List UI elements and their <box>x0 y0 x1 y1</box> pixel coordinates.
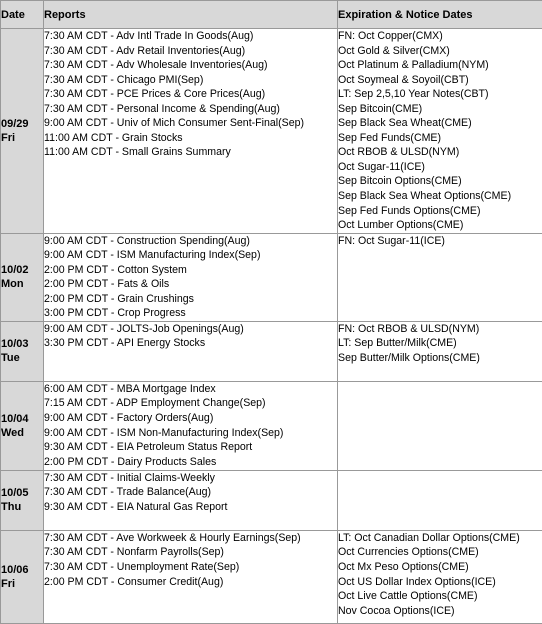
reports-column-header: Reports <box>44 1 338 29</box>
day-row <box>1 29 542 234</box>
expiration-item: LT: Oct Canadian Dollar Options(CME) <box>338 531 542 546</box>
report-item: 7:30 AM CDT - Unemployment Rate(Sep) <box>44 560 337 575</box>
expiration-item: Oct Gold & Silver(CMX) <box>338 44 542 59</box>
report-item: 11:00 AM CDT - Small Grains Summary <box>44 145 337 160</box>
expirations-cell <box>338 321 542 381</box>
report-item: 7:30 AM CDT - Adv Intl Trade In Goods(Aug) <box>44 29 337 44</box>
expiration-item: Oct Live Cattle Options(CME) <box>338 589 542 604</box>
expiration-item: Sep Bitcoin(CME) <box>338 102 542 117</box>
day-date: 09/29 <box>1 117 43 131</box>
date-cell <box>1 530 44 623</box>
report-item: 7:30 AM CDT - Ave Workweek & Hourly Earnings(Sep) <box>44 531 337 546</box>
date-cell <box>1 321 44 381</box>
expiration-item: Oct Currencies Options(CME) <box>338 545 542 560</box>
report-item: 7:30 AM CDT - Personal Income & Spending(Aug) <box>44 102 337 117</box>
day-date: 10/06 <box>1 563 43 577</box>
day-row <box>1 530 542 623</box>
expiration-item: Oct Mx Peso Options(CME) <box>338 560 542 575</box>
expiration-item: FN: Oct RBOB & ULSD(NYM) <box>338 322 542 337</box>
reports-cell <box>44 470 338 530</box>
day-weekday: Mon <box>1 277 43 291</box>
expiration-item: Sep Bitcoin Options(CME) <box>338 174 542 189</box>
day-date: 10/05 <box>1 486 43 500</box>
report-item: 9:00 AM CDT - ISM Non-Manufacturing Index(Sep) <box>44 426 337 441</box>
report-item: 9:30 AM CDT - EIA Petroleum Status Report <box>44 440 337 455</box>
expirations-cell <box>338 470 542 530</box>
date-cell <box>1 470 44 530</box>
day-row <box>1 470 542 530</box>
report-item: 7:30 AM CDT - Adv Retail Inventories(Aug) <box>44 44 337 59</box>
expiration-item: Sep Fed Funds(CME) <box>338 131 542 146</box>
report-item: 9:00 AM CDT - ISM Manufacturing Index(Sep) <box>44 248 337 263</box>
reports-cell <box>44 530 338 623</box>
expiration-item: FN: Oct Copper(CMX) <box>338 29 542 44</box>
day-weekday: Wed <box>1 426 43 440</box>
expirations-cell <box>338 29 542 234</box>
day-weekday: Tue <box>1 351 43 365</box>
report-item: 9:00 AM CDT - Construction Spending(Aug) <box>44 234 337 249</box>
expiration-item: Sep Butter/Milk Options(CME) <box>338 351 542 366</box>
date-cell <box>1 233 44 321</box>
day-weekday: Thu <box>1 500 43 514</box>
report-item: 7:30 AM CDT - Adv Wholesale Inventories(Aug) <box>44 58 337 73</box>
report-item: 7:30 AM CDT - Chicago PMI(Sep) <box>44 73 337 88</box>
day-weekday: Fri <box>1 131 43 145</box>
report-item: 3:00 PM CDT - Crop Progress <box>44 306 337 321</box>
date-cell <box>1 29 44 234</box>
expiration-item: LT: Sep Butter/Milk(CME) <box>338 336 542 351</box>
expirations-column-header: Expiration & Notice Dates <box>338 1 542 29</box>
report-item: 9:30 AM CDT - EIA Natural Gas Report <box>44 500 337 515</box>
expiration-item: Sep Black Sea Wheat Options(CME) <box>338 189 542 204</box>
report-item: 2:00 PM CDT - Cotton System <box>44 263 337 278</box>
expiration-item: Oct Lumber Options(CME) <box>338 218 542 233</box>
expiration-item: Sep Black Sea Wheat(CME) <box>338 116 542 131</box>
date-column-header: Date <box>1 1 44 29</box>
report-item: 3:30 PM CDT - API Energy Stocks <box>44 336 337 351</box>
report-item: 9:00 AM CDT - Factory Orders(Aug) <box>44 411 337 426</box>
report-item: 7:30 AM CDT - Trade Balance(Aug) <box>44 485 337 500</box>
report-item: 11:00 AM CDT - Grain Stocks <box>44 131 337 146</box>
report-item: 7:30 AM CDT - Initial Claims-Weekly <box>44 471 337 486</box>
day-date: 10/03 <box>1 337 43 351</box>
reports-cell <box>44 321 338 381</box>
reports-cell <box>44 29 338 234</box>
day-row <box>1 381 542 470</box>
expiration-item: Oct US Dollar Index Options(ICE) <box>338 575 542 590</box>
report-item: 6:00 AM CDT - MBA Mortgage Index <box>44 382 337 397</box>
day-date: 10/04 <box>1 412 43 426</box>
expiration-item: Oct RBOB & ULSD(NYM) <box>338 145 542 160</box>
report-item: 2:00 PM CDT - Dairy Products Sales <box>44 455 337 470</box>
expiration-item: FN: Oct Sugar-11(ICE) <box>338 234 542 249</box>
reports-cell <box>44 381 338 470</box>
expirations-cell <box>338 530 542 623</box>
report-item: 7:30 AM CDT - PCE Prices & Core Prices(Aug) <box>44 87 337 102</box>
report-item: 2:00 PM CDT - Grain Crushings <box>44 292 337 307</box>
expiration-item: Oct Sugar-11(ICE) <box>338 160 542 175</box>
expiration-item: Oct Platinum & Palladium(NYM) <box>338 58 542 73</box>
header-row <box>1 1 542 29</box>
expiration-item: Oct Soymeal & Soyoil(CBT) <box>338 73 542 88</box>
expirations-cell <box>338 381 542 470</box>
reports-cell <box>44 233 338 321</box>
expiration-item: Nov Cocoa Options(ICE) <box>338 604 542 619</box>
report-item: 7:30 AM CDT - Nonfarm Payrolls(Sep) <box>44 545 337 560</box>
report-item: 2:00 PM CDT - Consumer Credit(Aug) <box>44 575 337 590</box>
expiration-item: LT: Sep 2,5,10 Year Notes(CBT) <box>338 87 542 102</box>
day-weekday: Fri <box>1 577 43 591</box>
expirations-cell <box>338 233 542 321</box>
day-row <box>1 321 542 381</box>
date-cell <box>1 381 44 470</box>
report-item: 2:00 PM CDT - Fats & Oils <box>44 277 337 292</box>
day-date: 10/02 <box>1 263 43 277</box>
report-item: 9:00 AM CDT - JOLTS-Job Openings(Aug) <box>44 322 337 337</box>
expiration-item: Sep Fed Funds Options(CME) <box>338 204 542 219</box>
day-row <box>1 233 542 321</box>
report-item: 9:00 AM CDT - Univ of Mich Consumer Sent-Final(Sep) <box>44 116 337 131</box>
report-item: 7:15 AM CDT - ADP Employment Change(Sep) <box>44 396 337 411</box>
